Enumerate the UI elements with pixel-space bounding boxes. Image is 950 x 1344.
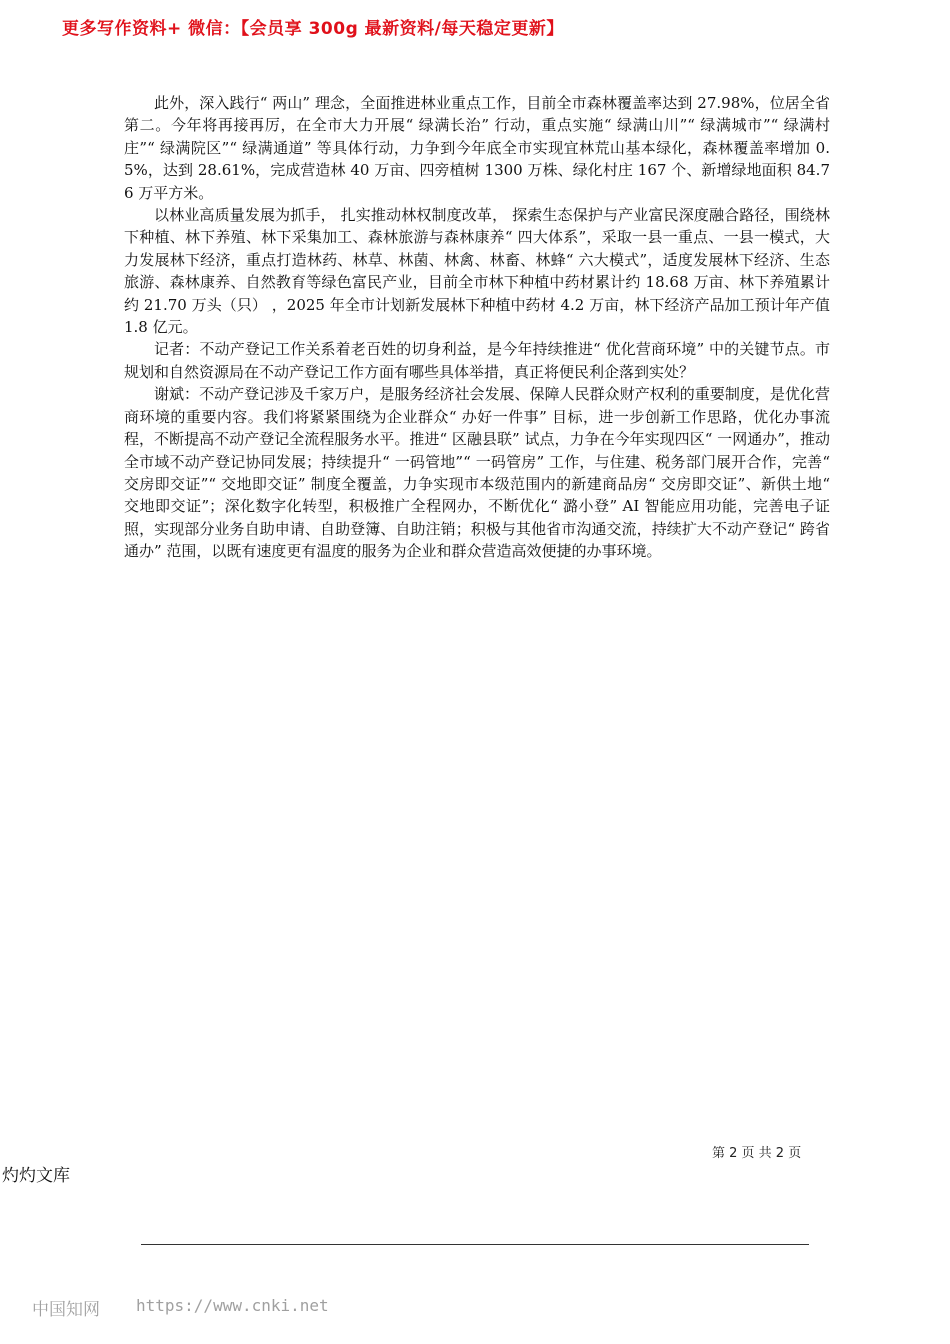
article-body [124,92,830,563]
paragraph-reporter-question: 记者：不动产登记工作关系着老百姓的切身利益，是今年持续推进“ 优化营商环境” 中的关键节点。市规划和自然资源局在不动产登记工作方面有哪些具体举措，真正将便民利企落到实处？ [124,340,830,381]
paragraph-answer-real-estate: 谢斌：不动产登记涉及千家万户，是服务经济社会发展、保障人民群众财产权利的重要制度，是优化营商环境的重要内容。我们将紧紧围绕为企业群众“ 办好一件事” 目标，进一步创新工作思路，优化办事流程，不断提高不动产登记全流程服务水平。推进“ 区融县联” 试点，力争在今年实现四区“ 一网通办”，推动全市域不动产登记协同发展；持续提升“ 一码管地”“ 一码管房” 工作，与住建、税务部门展开合作，完善“ 交房即交证”“ 交地即交证” 制度全覆盖，力争实现市本级范围内的新建商品房“ 交房即交证”、新供土地“ 交地即交证”；深化数字化转型，积极推广全程网办，不断优化“ 潞小登” AI 智能应用功能，完善电子证照，实现部分业务自助申请、自助登簿、自助注销；积极与其他省市沟通交流，持续扩大不动产登记“ 跨省通办” 范围，以既有速度更有温度的服务为企业和群众营造高效便捷的办事环境。 [124,385,830,561]
footer-brand: 灼灼文库 [2,1166,70,1186]
page-number: 第 2 页 共 2 页 [712,1146,802,1161]
footer-divider [141,1244,809,1245]
paragraph-forest-economy: 以林业高质量发展为抓手， 扎实推动林权制度改革， 探索生态保护与产业富民深度融合路径，围绕林下种植、林下养殖、林下采集加工、森林旅游与森林康养“ 四大体系”，采取一县一重点、一县一模式，大力发展林下经济，重点打造林药、林草、林菌、林禽、林畜、林蜂“ 六大模式”，适度发展林下经济、生态旅游、森林康养、自然教育等绿色富民产业，目前全市林下种植中药材累计约 18.68 万亩、林下养殖累计约 21.70 万头（只） ，2025 年全市计划新发展林下种植中药材 4.2 万亩，林下经济产品加工预计年产值 1.8 亿元。 [124,206,830,337]
paragraph-forestry-coverage: 此外，深入践行“ 两山” 理念，全面推进林业重点工作，目前全市森林覆盖率达到 27.98%，位居全省第二。今年将再接再厉，在全市大力开展“ 绿满长治” 行动，重点实施“ 绿满山川”“ 绿满城市”“ 绿满村庄”“ 绿满院区”“ 绿满通道” 等具体行动，力争到今年底全市实现宜林荒山基本绿化，森林覆盖率增加 0.5%，达到 28.61%，完成营造林 40 万亩、四旁植树 1300 万株、绿化村庄 167 个、新增绿地面积 84.76 万平方米。 [124,94,830,202]
cnki-logo: 中国知网 [32,1300,100,1320]
promo-banner: 更多写作资料+ 微信：【会员享 300g 最新资料/每天稳定更新】 [62,19,564,39]
cnki-url-link[interactable]: https://www.cnki.net [136,1296,329,1315]
